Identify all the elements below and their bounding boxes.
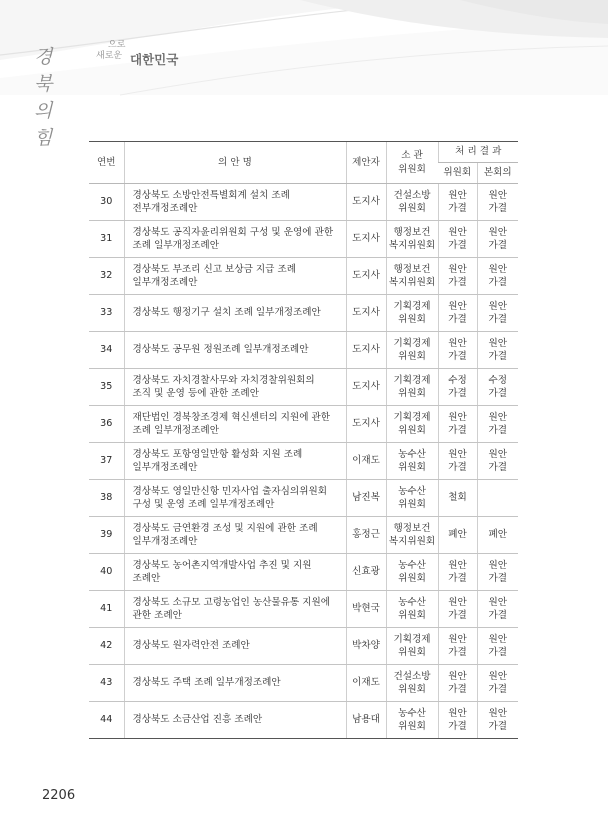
cell-plenary-result: 원안 가결 xyxy=(477,221,518,258)
header-band xyxy=(0,0,608,149)
cell-plenary-result: 수정 가결 xyxy=(477,369,518,406)
col-header-title: 의 안 명 xyxy=(124,142,346,184)
cell-committee-result: 철회 xyxy=(438,480,477,517)
cell-committee-result: 원안 가결 xyxy=(438,443,477,480)
cell-no: 38 xyxy=(89,480,124,517)
table-row xyxy=(89,184,518,221)
cell-committee-result: 원안 가결 xyxy=(438,184,477,221)
table-row xyxy=(89,628,518,665)
cell-committee: 행정보건 복지위원회 xyxy=(386,258,438,295)
cell-proposer: 남진복 xyxy=(346,480,386,517)
cell-title: 경상북도 원자력안전 조례안 xyxy=(124,628,346,665)
cell-plenary-result: 원안 가결 xyxy=(477,258,518,295)
cell-plenary-result: 원안 가결 xyxy=(477,665,518,702)
cell-committee: 농수산 위원회 xyxy=(386,591,438,628)
cell-no: 44 xyxy=(89,702,124,739)
table-row xyxy=(89,702,518,739)
cell-title: 경상북도 영일만신항 민자사업 출자심의위원회 구성 및 운영 조례 일부개정조례안 xyxy=(124,480,346,517)
cell-committee-result: 원안 가결 xyxy=(438,221,477,258)
cell-title: 경상북도 자치경찰사무와 자치경찰위원회의 조직 및 운영 등에 관한 조례안 xyxy=(124,369,346,406)
cell-committee: 건설소방 위원회 xyxy=(386,665,438,702)
cell-no: 41 xyxy=(89,591,124,628)
cell-committee-result: 원안 가결 xyxy=(438,628,477,665)
table-row xyxy=(89,554,518,591)
cell-committee: 농수산 위원회 xyxy=(386,554,438,591)
cell-committee: 행정보건 복지위원회 xyxy=(386,517,438,554)
cell-plenary-result: 원안 가결 xyxy=(477,184,518,221)
cell-no: 42 xyxy=(89,628,124,665)
bill-table-body xyxy=(89,184,518,739)
cell-proposer: 도지사 xyxy=(346,295,386,332)
cell-proposer: 이재도 xyxy=(346,665,386,702)
cell-committee-result: 원안 가결 xyxy=(438,406,477,443)
logo-script-text: 경북의 힘 xyxy=(34,46,52,149)
cell-committee-result: 원안 가결 xyxy=(438,554,477,591)
cell-proposer: 도지사 xyxy=(346,184,386,221)
logo-small-line-1: 으로 xyxy=(108,40,126,50)
cell-proposer: 도지사 xyxy=(346,221,386,258)
cell-proposer: 도지사 xyxy=(346,258,386,295)
cell-title: 경상북도 주택 조례 일부개정조례안 xyxy=(124,665,346,702)
cell-committee-result: 폐안 xyxy=(438,517,477,554)
cell-proposer: 홍정근 xyxy=(346,517,386,554)
cell-committee-result: 원안 가결 xyxy=(438,332,477,369)
cell-committee: 농수산 위원회 xyxy=(386,702,438,739)
table-row xyxy=(89,332,518,369)
cell-plenary-result: 원안 가결 xyxy=(477,702,518,739)
cell-proposer: 신효광 xyxy=(346,554,386,591)
table-row xyxy=(89,221,518,258)
cell-no: 39 xyxy=(89,517,124,554)
cell-no: 33 xyxy=(89,295,124,332)
cell-plenary-result: 폐안 xyxy=(477,517,518,554)
table-row xyxy=(89,517,518,554)
cell-committee: 건설소방 위원회 xyxy=(386,184,438,221)
cell-no: 35 xyxy=(89,369,124,406)
cell-committee-result: 원안 가결 xyxy=(438,702,477,739)
cell-committee: 농수산 위원회 xyxy=(386,443,438,480)
col-header-proposer: 제안자 xyxy=(346,142,386,184)
table-row xyxy=(89,258,518,295)
cell-committee: 기획경제 위원회 xyxy=(386,628,438,665)
col-header-committee: 소 관 위원회 xyxy=(386,142,438,184)
bill-table-header xyxy=(89,142,518,184)
cell-plenary-result xyxy=(477,480,518,517)
cell-plenary-result: 원안 가결 xyxy=(477,332,518,369)
cell-proposer: 도지사 xyxy=(346,332,386,369)
cell-committee-result: 원안 가결 xyxy=(438,258,477,295)
table-row xyxy=(89,480,518,517)
cell-proposer: 이재도 xyxy=(346,443,386,480)
table-row xyxy=(89,443,518,480)
page-number: 2206 xyxy=(42,788,76,803)
cell-title: 경상북도 포항영일만항 활성화 지원 조례 일부개정조례안 xyxy=(124,443,346,480)
cell-title: 경상북도 소금산업 진흥 조례안 xyxy=(124,702,346,739)
cell-title: 경상북도 행정기구 설치 조례 일부개정조례안 xyxy=(124,295,346,332)
cell-committee: 농수산 위원회 xyxy=(386,480,438,517)
cell-committee: 행정보건 복지위원회 xyxy=(386,221,438,258)
table-row xyxy=(89,591,518,628)
cell-title: 경상북도 소규모 고령농업인 농산물유통 지원에 관한 조례안 xyxy=(124,591,346,628)
cell-no: 30 xyxy=(89,184,124,221)
logo-small-line-2: 새로운 xyxy=(96,51,123,61)
cell-title: 경상북도 농어촌지역개발사업 추진 및 지원 조례안 xyxy=(124,554,346,591)
cell-no: 36 xyxy=(89,406,124,443)
table-row xyxy=(89,369,518,406)
table-row xyxy=(89,665,518,702)
cell-title: 경상북도 공직자윤리위원회 구성 및 운영에 관한 조례 일부개정조례안 xyxy=(124,221,346,258)
cell-plenary-result: 원안 가결 xyxy=(477,443,518,480)
cell-no: 34 xyxy=(89,332,124,369)
logo-big-text: 대한민국 xyxy=(130,52,179,67)
bill-table xyxy=(89,141,518,739)
cell-committee: 기획경제 위원회 xyxy=(386,332,438,369)
cell-committee-result: 원안 가결 xyxy=(438,591,477,628)
cell-no: 32 xyxy=(89,258,124,295)
cell-plenary-result: 원안 가결 xyxy=(477,554,518,591)
cell-plenary-result: 원안 가결 xyxy=(477,406,518,443)
cell-proposer: 박차양 xyxy=(346,628,386,665)
cell-title: 재단법인 경북창조경제 혁신센터의 지원에 관한 조례 일부개정조례안 xyxy=(124,406,346,443)
cell-title: 경상북도 공무원 정원조례 일부개정조례안 xyxy=(124,332,346,369)
cell-committee-result: 원안 가결 xyxy=(438,295,477,332)
header-swoosh-graphic xyxy=(0,0,608,95)
cell-plenary-result: 원안 가결 xyxy=(477,591,518,628)
cell-plenary-result: 원안 가결 xyxy=(477,628,518,665)
cell-proposer: 박현국 xyxy=(346,591,386,628)
cell-committee-result: 수정 가결 xyxy=(438,369,477,406)
cell-no: 40 xyxy=(89,554,124,591)
cell-no: 31 xyxy=(89,221,124,258)
cell-plenary-result: 원안 가결 xyxy=(477,295,518,332)
col-header-result-plenary: 본회의 xyxy=(477,163,518,184)
col-header-no: 연번 xyxy=(89,142,124,184)
col-header-result: 처 리 결 과 xyxy=(438,142,518,163)
cell-committee-result: 원안 가결 xyxy=(438,665,477,702)
cell-no: 43 xyxy=(89,665,124,702)
cell-title: 경상북도 금연환경 조성 및 지원에 관한 조례 일부개정조례안 xyxy=(124,517,346,554)
cell-no: 37 xyxy=(89,443,124,480)
cell-committee: 기획경제 위원회 xyxy=(386,406,438,443)
cell-proposer: 도지사 xyxy=(346,369,386,406)
table-row xyxy=(89,295,518,332)
cell-proposer: 도지사 xyxy=(346,406,386,443)
cell-committee: 기획경제 위원회 xyxy=(386,369,438,406)
cell-title: 경상북도 부조리 신고 보상금 지급 조례 일부개정조례안 xyxy=(124,258,346,295)
cell-committee: 기획경제 위원회 xyxy=(386,295,438,332)
table-row xyxy=(89,406,518,443)
cell-title: 경상북도 소방안전특별회계 설치 조례 전부개정조례안 xyxy=(124,184,346,221)
col-header-result-committee: 위원회 xyxy=(438,163,477,184)
cell-proposer: 남용대 xyxy=(346,702,386,739)
